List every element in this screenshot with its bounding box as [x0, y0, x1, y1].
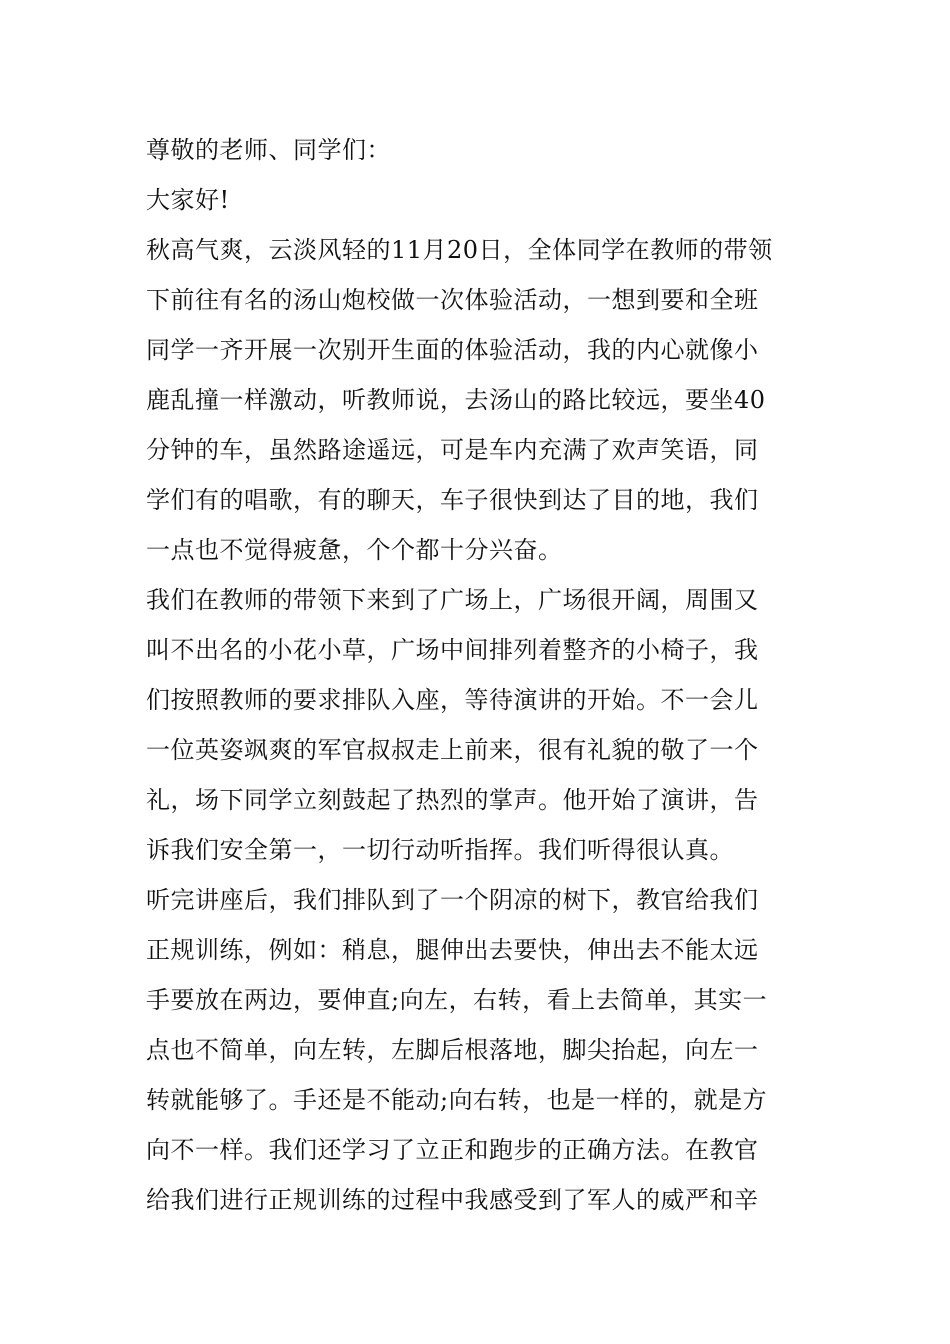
paragraph-1-line-2: 下前往有名的汤山炮校做一次体验活动，一想到要和全班 — [146, 286, 759, 314]
paragraph-2-line-4: 一位英姿飒爽的军官叔叔走上前来，很有礼貌的敬了一个 — [146, 736, 759, 764]
paragraph-3-line-1: 听完讲座后，我们排队到了一个阴凉的树下，教官给我们 — [146, 886, 759, 914]
paragraph-3-line-3: 手要放在两边，要伸直;向左，右转，看上去简单，其实一 — [146, 986, 768, 1014]
salutation-line: 尊敬的老师、同学们： — [146, 136, 391, 164]
paragraph-2-line-6: 诉我们安全第一，一切行动听指挥。我们听得很认真。 — [146, 836, 734, 864]
paragraph-2-line-1: 我们在教师的带领下来到了广场上，广场很开阔，周围又 — [146, 586, 759, 614]
paragraph-3-line-2: 正规训练，例如：稍息，腿伸出去要快，伸出去不能太远 — [146, 936, 759, 964]
paragraph-3-line-5: 转就能够了。手还是不能动;向右转，也是一样的，就是方 — [146, 1086, 768, 1114]
paragraph-2-line-5: 礼，场下同学立刻鼓起了热烈的掌声。他开始了演讲，告 — [146, 786, 759, 814]
paragraph-3-line-7: 给我们进行正规训练的过程中我感受到了军人的威严和辛 — [146, 1186, 759, 1214]
paragraph-1-line-3: 同学一齐开展一次别开生面的体验活动，我的内心就像小 — [146, 336, 759, 364]
paragraph-3-line-6: 向不一样。我们还学习了立正和跑步的正确方法。在教官 — [146, 1136, 759, 1164]
greeting-line: 大家好! — [146, 186, 230, 214]
paragraph-3-line-4: 点也不简单，向左转，左脚后根落地，脚尖抬起，向左一 — [146, 1036, 759, 1064]
paragraph-2-line-3: 们按照教师的要求排队入座，等待演讲的开始。不一会儿 — [146, 686, 759, 714]
paragraph-1-line-6: 学们有的唱歌，有的聊天，车子很快到达了目的地，我们 — [146, 486, 759, 514]
paragraph-2-line-2: 叫不出名的小花小草，广场中间排列着整齐的小椅子，我 — [146, 636, 759, 664]
paragraph-1-line-5: 分钟的车，虽然路途遥远，可是车内充满了欢声笑语，同 — [146, 436, 759, 464]
paragraph-1-line-1: 秋高气爽，云淡风轻的11月20日，全体同学在教师的带领 — [146, 236, 773, 264]
paragraph-1-line-7: 一点也不觉得疲惫，个个都十分兴奋。 — [146, 536, 563, 564]
paragraph-1-line-4: 鹿乱撞一样激动，听教师说，去汤山的路比较远，要坐40 — [146, 386, 766, 414]
